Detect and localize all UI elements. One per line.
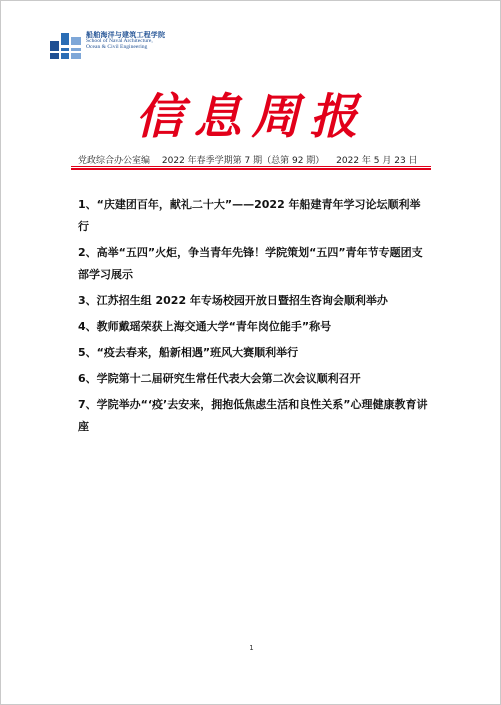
issue-editor: 党政综合办公室编: [78, 156, 151, 166]
school-name-en-line1: School of Naval Architecture,: [86, 38, 153, 45]
school-emblem-icon: [50, 31, 83, 59]
issue-period: 2022 年春季学期第 7 期（总第 92 期）: [161, 156, 325, 166]
toc-item[interactable]: 6、学院第十二届研究生常任代表大会第二次会议顺利召开: [78, 372, 361, 385]
school-name-cn: 船舶海洋与建筑工程学院: [86, 31, 166, 39]
school-name: [86, 31, 165, 51]
school-logo: [50, 31, 165, 59]
table-of-contents: [78, 194, 430, 442]
toc-item[interactable]: 1、“庆建团百年，献礼二十大”——2022 年船建青年学习论坛顺利举行: [78, 198, 421, 233]
toc-item[interactable]: 7、学院举办“‘疫’去安来，拥抱低焦虑生活和良性关系”心理健康教育讲座: [78, 398, 428, 433]
toc-item[interactable]: 4、教师戴瑶荣获上海交通大学“青年岗位能手”称号: [78, 320, 332, 333]
toc-item[interactable]: 3、江苏招生组 2022 年专场校园开放日暨招生咨询会顺利举办: [78, 294, 388, 307]
school-name-en-line2: Ocean & Civil Engineering: [86, 44, 148, 51]
header-divider-thick: [71, 168, 431, 170]
issue-date: 2022 年 5 月 23 日: [336, 156, 418, 166]
newsletter-title: 信息周报: [135, 89, 368, 145]
header-divider-thin: [71, 166, 431, 167]
issue-info: [78, 153, 427, 166]
page-number: 1: [249, 644, 254, 652]
toc-item[interactable]: 2、高举“五四”火炬，争当青年先锋！学院策划“五四”青年节专题团支部学习展示: [78, 246, 423, 281]
toc-item[interactable]: 5、“疫去春来，船新相遇”班风大赛顺利举行: [78, 346, 299, 359]
